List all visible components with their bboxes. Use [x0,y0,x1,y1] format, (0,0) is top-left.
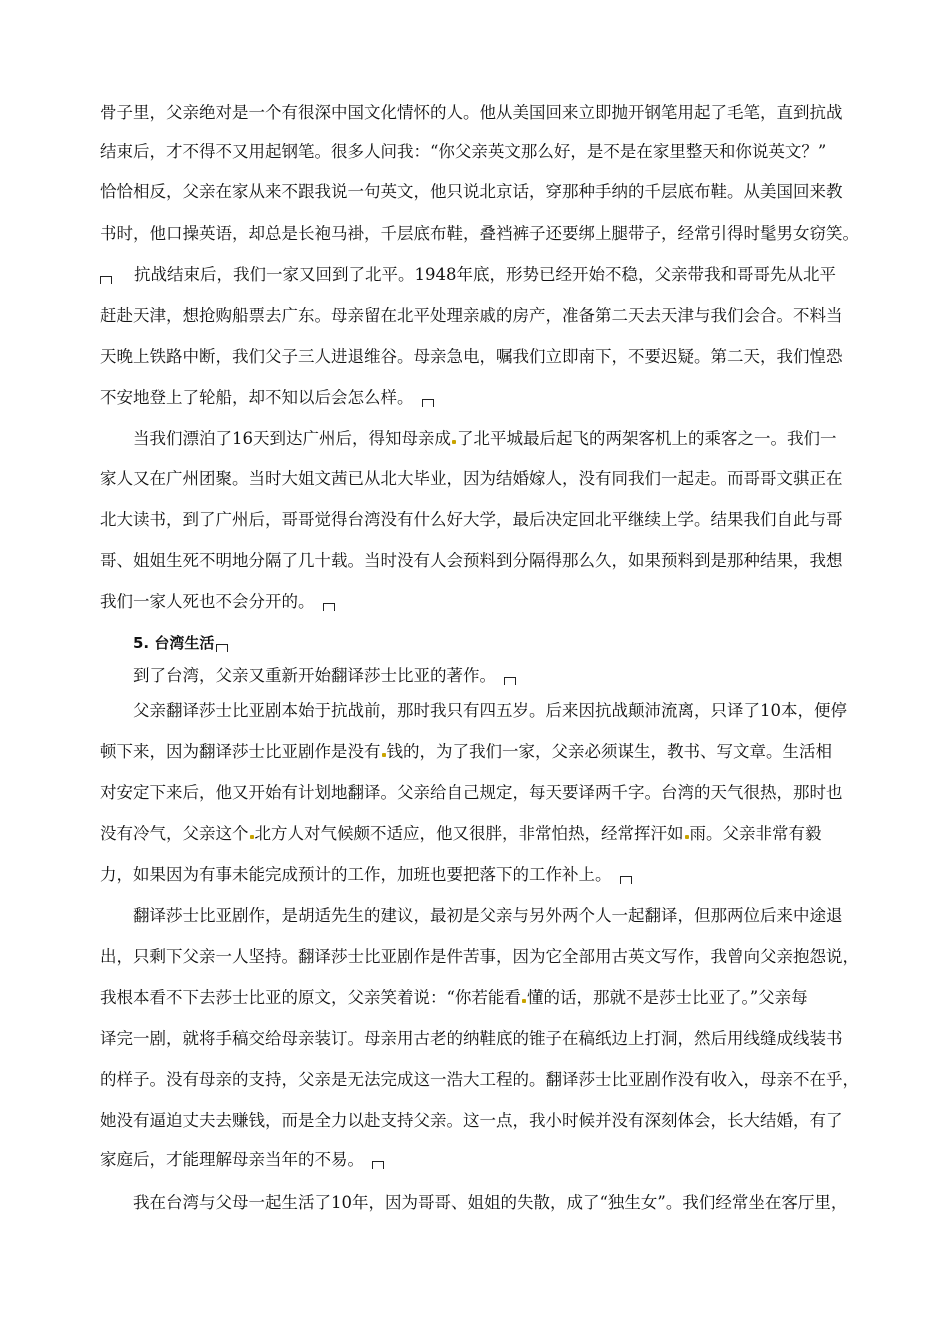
paragraph-mark-icon [504,677,516,685]
text-line: 当我们漂泊了16天到达广州后，得知母亲成 了北平城最后起飞的两架客机上的乘客之一。我们一 [133,429,837,448]
text-line: 不安地登上了轮船，却不知以后会怎么样。 [100,386,860,410]
text-line: 没有冷气，父亲这个 北方人对气候颇不适应，他又很胖，非常怕热，经常挥汗如 雨。父亲非常有毅 [100,824,822,843]
text-line: 到了台湾，父亲又重新开始翻译莎士比亚的著作。 [133,664,893,688]
text-line: 北大读书，到了广州后，哥哥觉得台湾没有什么好大学，最后决定回北平继续上学。结果我们自此与哥 [100,510,843,529]
text-line: 抗战结束后，我们一家又回到了北平。1948年底，形势已经开始不稳，父亲带我和哥哥先从北平 [100,263,860,287]
text-line: 顿下来，因为翻译莎士比亚剧作是没有 钱的，为了我们一家，父亲必须谋生，教书、写文章。生活相 [100,742,832,761]
paragraph-mark-icon [620,876,632,884]
paragraph-mark-icon [372,1161,384,1169]
paragraph-mark-icon [216,644,228,652]
highlight-dot [382,753,386,757]
text-line: 父亲翻译莎士比亚剧本始于抗战前，那时我只有四五岁。后来因抗战颠沛流离，只译了10本，便停 [133,701,847,720]
text-line: 译完一剧，就将手稿交给母亲装订。母亲用古老的纳鞋底的锥子在稿纸边上打洞，然后用线缝成线装书 [100,1029,843,1048]
text-line: 恰恰相反，父亲在家从来不跟我说一句英文，他只说北京话，穿那种手纳的千层底布鞋。从美国回来教 [100,182,843,201]
highlight-dot [685,835,689,839]
text-line: 天晚上铁路中断，我们父子三人进退维谷。母亲急电，嘱我们立即南下，不要迟疑。第二天，我们惶恐 [100,347,843,366]
text-line: 书时，他口操英语，却总是长袍马褂，千层底布鞋，叠裆裤子还要绑上腿带子，经常引得时髦男女窃笑。 [100,224,859,243]
text-line: 的样子。没有母亲的支持，父亲是无法完成这一浩大工程的。翻译莎士比亚剧作没有收入，母亲不在乎， [100,1070,859,1089]
text-line: 她没有逼迫丈夫去赚钱，而是全力以赴支持父亲。这一点，我小时候并没有深刻体会，长大结婚，有了 [100,1111,843,1130]
highlight-dot [522,999,526,1003]
highlight-dot [452,440,456,444]
paragraph-mark-icon [100,276,112,284]
text-line: 我在台湾与父母一起生活了10年，因为哥哥、姐姐的失散，成了“独生女”。我们经常坐在客厅里， [133,1193,848,1212]
text-line: 结束后，才不得不又用起钢笔。很多人问我：“你父亲英文那么好，是不是在家里整天和你说英文？” [100,142,827,161]
text-line: 赶赴天津，想抢购船票去广东。母亲留在北平处理亲戚的房产，准备第二天去天津与我们会合。不料当 [100,306,843,325]
highlight-dot [250,835,254,839]
text-line: 力，如果因为有事未能完成预计的工作，加班也要把落下的工作补上。 [100,863,860,887]
text-line: 我根本看不下去莎士比亚的原文，父亲笑着说：“你若能看 懂的话，那就不是莎士比亚了。”父亲每 [100,988,808,1007]
text-line: 对安定下来后，他又开始有计划地翻译。父亲给自己规定，每天要译两千字。台湾的天气很热，那时也 [100,783,843,802]
section-heading: 5. 台湾生活 [133,631,893,655]
text-line: 骨子里，父亲绝对是一个有很深中国文化情怀的人。他从美国回来立即抛开钢笔用起了毛笔，直到抗战 [100,103,843,122]
text-line: 哥、姐姐生死不明地分隔了几十载。当时没有人会预料到分隔得那么久，如果预料到是那种结果，我想 [100,551,843,570]
text-line: 翻译莎士比亚剧作，是胡适先生的建议，最初是父亲与另外两个人一起翻译，但那两位后来中途退 [133,906,843,925]
text-line: 家庭后，才能理解母亲当年的不易。 [100,1148,860,1172]
paragraph-mark-icon [323,603,335,611]
text-line: 我们一家人死也不会分开的。 [100,590,860,614]
text-line: 出，只剩下父亲一人坚持。翻译莎士比亚剧作是件苦事，因为它全部用古英文写作，我曾向父亲抱怨说， [100,947,859,966]
paragraph-mark-icon [422,399,434,407]
text-line: 家人又在广州团聚。当时大姐文茜已从北大毕业，因为结婚嫁人，没有同我们一起走。而哥哥文骐正在 [100,469,843,488]
